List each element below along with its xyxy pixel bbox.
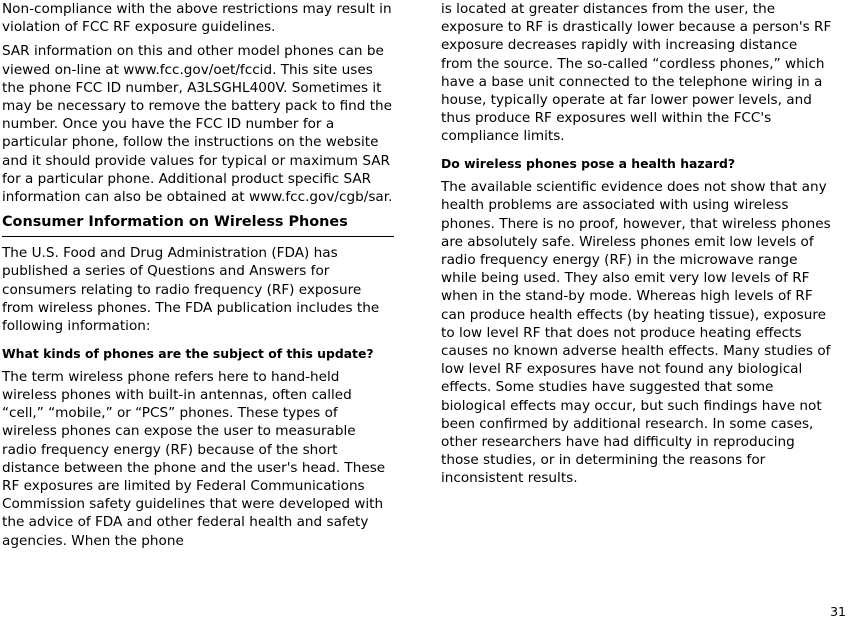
distance-exposure-paragraph: is located at greater distances from the user, the exposure to RF is drastically lower because a person's RF exposure decreases rapidly with increasing distance from the source. The so-called “cordless phones,” which have a base unit connected to the telephone wiring in a house, typically operate at far lower power levels, and thus produce RF exposures well within the FCC's compliance limits.: [441, 1, 832, 145]
left-column: [2, 0, 394, 550]
fda-intro-paragraph: The U.S. Food and Drug Administration (FDA) has published a series of Questions and Answers for consumers relating to radio frequency (RF) exposure from wireless phones. The FDA publication includes the following information:: [2, 245, 380, 335]
section-heading-consumer-info: Consumer Information on Wireless Phones: [2, 213, 394, 237]
sar-info-paragraph: SAR information on this and other model phones can be viewed on-line at www.fcc.gov/oet/fccid. This site uses the phone FCC ID number, A3LSGHL400V. Sometimes it may be necessary to remove the battery pack to find the number. Once you have the FCC ID number for a particular phone, follow the instructions on the website and it should provide values for typical or maximum SAR for a particular phone. Additional product specific SAR information can also be obtained at www.fcc.gov/cgb/sar.: [2, 43, 393, 206]
subheading-phone-kinds: What kinds of phones are the subject of this update?: [2, 346, 374, 362]
fcc-restriction-paragraph: Non-compliance with the above restrictions may result in violation of FCC RF exposure guidelines.: [2, 1, 392, 36]
health-hazard-paragraph: The available scientific evidence does not show that any health problems are associated with using wireless phones. There is no proof, however, that wireless phones are absolutely safe. Wireless phones emit low levels of radio frequency energy (RF) in the microwave range while being used. They also emit very low levels of RF when in the stand-by mode. Whereas high levels of RF can produce health effects (by heating tissue), exposure to low level RF that does not produce heating effects causes no known adverse health effects. Many studies of low level RF exposures have not found any biological effects. Some studies have suggested that some biological effects may occur, but such findings have not been confirmed by additional research. In some cases, other researchers have had difficulty in reproducing those studies, or in determining the reasons for inconsistent results.: [441, 179, 831, 487]
right-column: [441, 0, 833, 488]
phone-kinds-paragraph: The term wireless phone refers here to hand-held wireless phones with built-in antennas, often called “cell,” “mobile,” or “PCS” phones. These types of wireless phones can expose the user to measurable radio frequency energy (RF) because of the short distance between the phone and the user's head. These RF exposures are limited by Federal Communications Commission safety guidelines that were developed with the advice of FDA and other federal health and safety agencies. When the phone: [2, 368, 386, 549]
subheading-health-hazard: Do wireless phones pose a health hazard?: [441, 155, 736, 171]
page-number: 31: [830, 604, 846, 619]
